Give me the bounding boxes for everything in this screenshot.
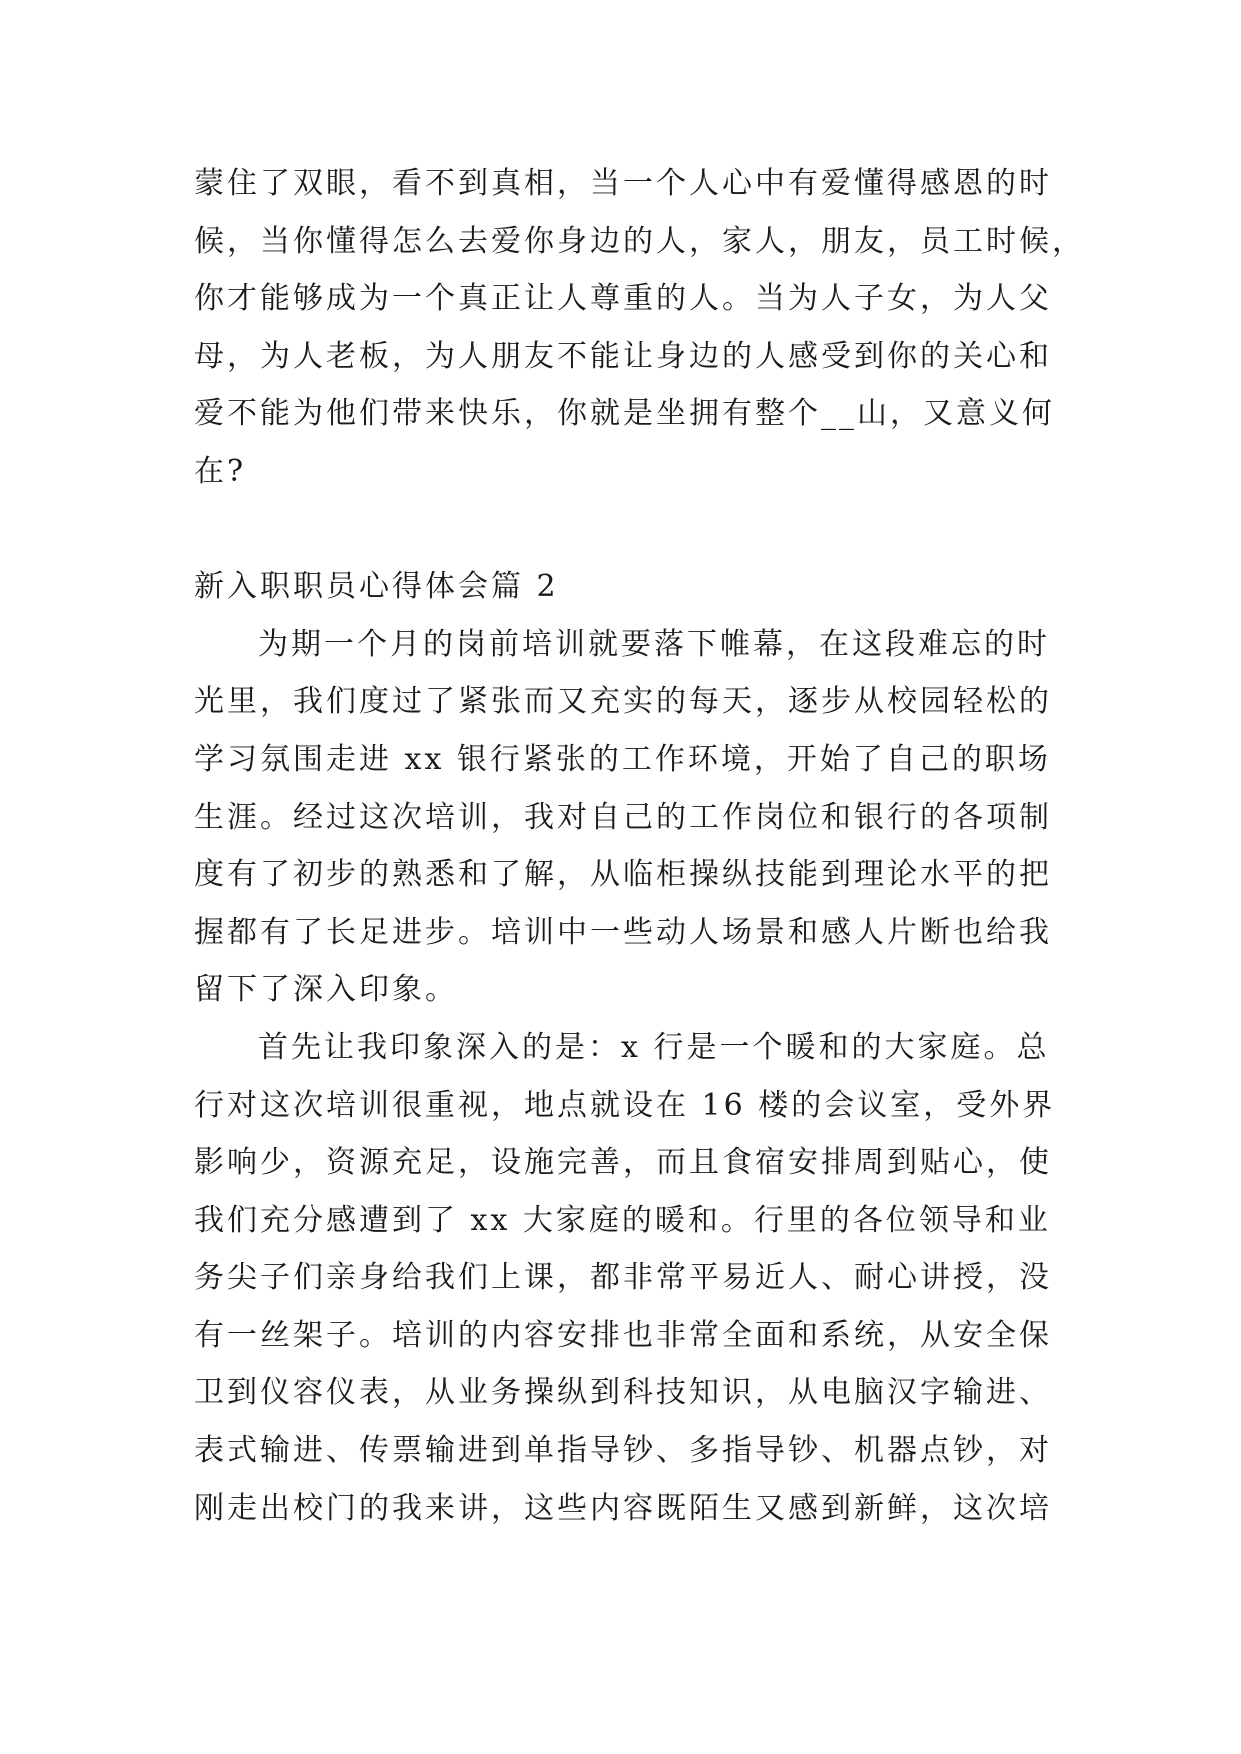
spacer xyxy=(194,501,1066,559)
text-line: 务尖子们亲身给我们上课，都非常平易近人、耐心讲授，没 xyxy=(194,1260,1052,1296)
text-line: 首先让我印象深入的是：x 行是一个暖和的大家庭。总 xyxy=(258,1029,1050,1065)
text-line: 在? xyxy=(194,453,247,489)
text-line: 我们充分感遭到了 xx 大家庭的暖和。行里的各位领导和业 xyxy=(194,1202,1051,1238)
text-line: 候，当你懂得怎么去爱你身边的人，家人，朋友，员工时候， xyxy=(194,223,1085,259)
text-line: 生涯。经过这次培训，我对自己的工作岗位和银行的各项制 xyxy=(194,799,1052,835)
text-line: 表式输进、传票输进到单指导钞、多指导钞、机器点钞，对 xyxy=(194,1433,1052,1469)
text-line: 行对这次培训很重视，地点就设在 16 楼的会议室，受外界 xyxy=(194,1087,1056,1123)
section-heading: 新入职职员心得体会篇 2 xyxy=(194,569,559,605)
text-line: 度有了初步的熟悉和了解，从临柜操纵技能到理论水平的把 xyxy=(194,857,1052,893)
text-line: 有一丝架子。培训的内容安排也非常全面和系统，从安全保 xyxy=(194,1317,1052,1353)
paragraph-1 xyxy=(194,616,1066,1019)
text-line: 留下了深入印象。 xyxy=(194,972,458,1008)
text-line: 学习氛围走进 xx 银行紧张的工作环境，开始了自己的职场 xyxy=(194,741,1051,777)
text-line: 卫到仪容仪表，从业务操纵到科技知识，从电脑汉字输进、 xyxy=(194,1375,1052,1411)
text-line: 你才能够成为一个真正让人尊重的人。当为人子女，为人父 xyxy=(194,281,1052,317)
text-line: 母，为人老板，为人朋友不能让身边的人感受到你的关心和 xyxy=(194,338,1052,374)
text-line: 影响少，资源充足，设施完善，而且食宿安排周到贴心，使 xyxy=(194,1145,1052,1181)
document-body xyxy=(194,155,1085,1537)
text-line: 爱不能为他们带来快乐，你就是坐拥有整个__山，又意义何 xyxy=(194,396,1055,432)
paragraph-2 xyxy=(194,1019,1066,1537)
text-line: 握都有了长足进步。培训中一些动人场景和感人片断也给我 xyxy=(194,914,1052,950)
text-line: 光里，我们度过了紧张而又充实的每天，逐步从校园轻松的 xyxy=(194,684,1052,720)
continuation-paragraph xyxy=(194,155,1085,501)
text-line: 为期一个月的岗前培训就要落下帷幕，在这段难忘的时 xyxy=(258,626,1050,662)
text-line: 刚走出校门的我来讲，这些内容既陌生又感到新鲜，这次培 xyxy=(194,1490,1052,1526)
text-line: 蒙住了双眼，看不到真相，当一个人心中有爱懂得感恩的时 xyxy=(194,166,1052,201)
